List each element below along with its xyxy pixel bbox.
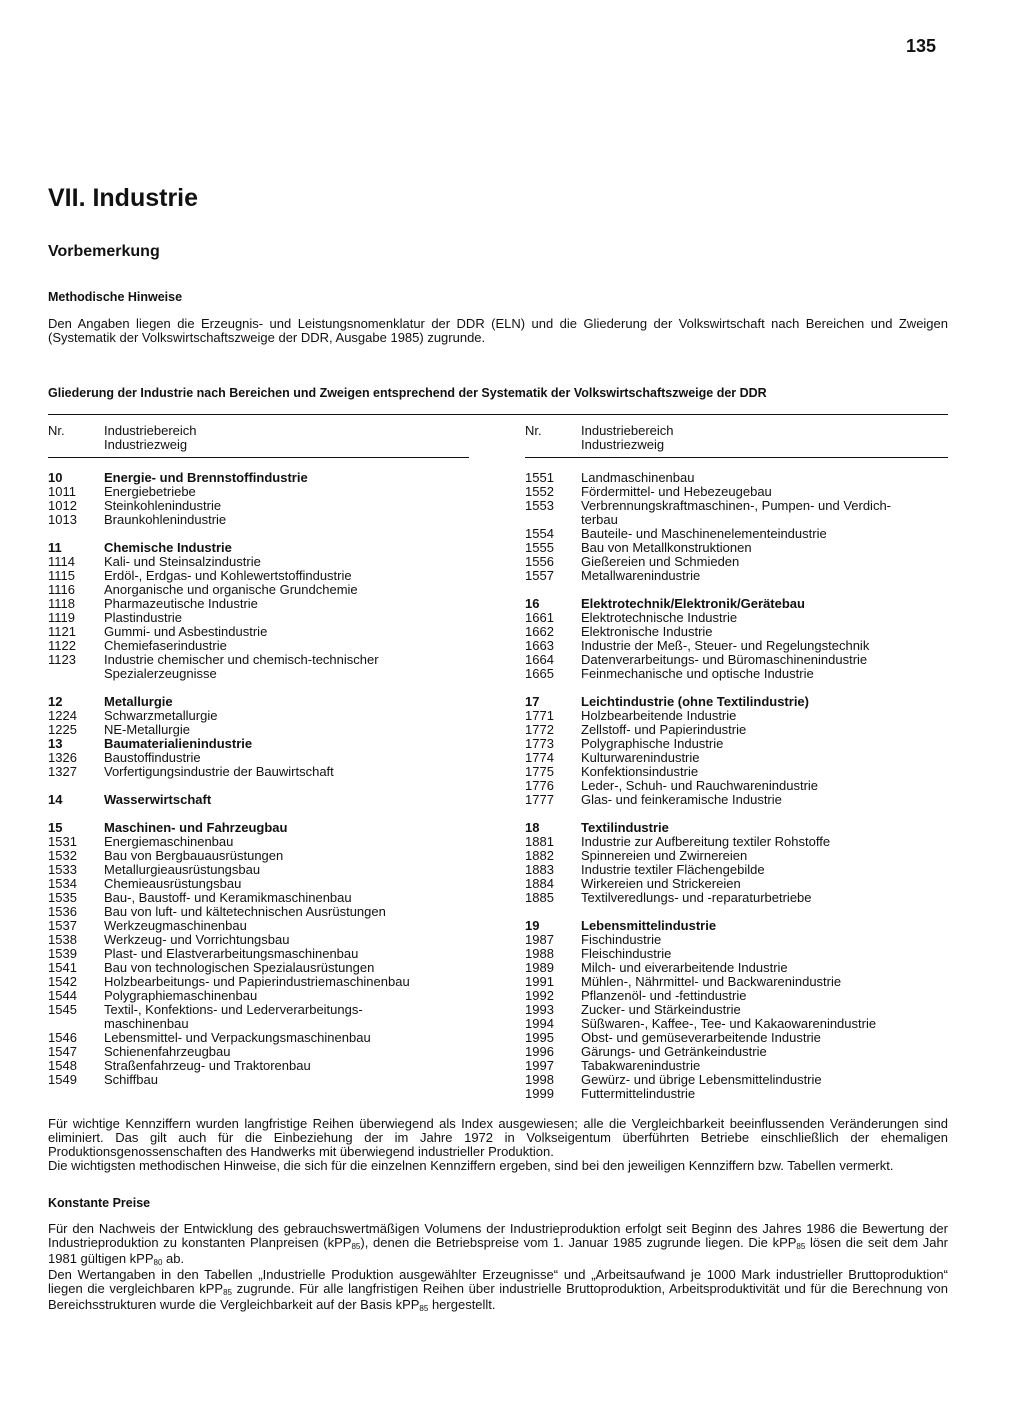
table-row: [525, 1073, 955, 1087]
row-number: 15: [48, 820, 63, 835]
header-nr: Nr.: [525, 423, 542, 438]
row-number: 1224: [48, 708, 77, 723]
row-number: 1549: [48, 1072, 77, 1087]
table-row: [48, 555, 478, 569]
table-row: [48, 695, 478, 709]
row-label: Plastindustrie: [104, 610, 183, 625]
row-number: 1538: [48, 932, 77, 947]
table-row: [525, 1031, 955, 1045]
table-row: [525, 849, 955, 863]
row-label: Chemiefaserindustrie: [104, 638, 227, 653]
table-row: [48, 639, 478, 653]
row-label: maschinenbau: [104, 1016, 189, 1031]
row-number: [525, 513, 581, 527]
row-label: Energiebetriebe: [104, 484, 196, 499]
row-label: Verbrennungskraftmaschinen-, Pumpen- und Verdich-: [581, 498, 892, 513]
table-row: [48, 1073, 478, 1087]
table-row: [525, 863, 955, 877]
row-label: Obst- und gemüseverarbeitende Industrie: [581, 1030, 821, 1045]
row-label: Chemische Industrie: [104, 540, 232, 555]
row-label: Feinmechanische und optische Industrie: [581, 666, 814, 681]
row-number: 1326: [48, 750, 77, 765]
row-number: [48, 667, 104, 681]
row-number: 1987: [525, 932, 554, 947]
row-label: Schiffbau: [104, 1072, 158, 1087]
table-row: [48, 905, 478, 919]
row-label: Anorganische und organische Grundchemie: [104, 582, 358, 597]
table-row: [48, 625, 478, 639]
row-label: Metallwarenindustrie: [581, 568, 701, 583]
row-label: Holzbearbeitungs- und Papierindustriemaschinenbau: [104, 974, 410, 989]
row-number: 16: [525, 596, 540, 611]
table-row: [525, 835, 955, 849]
row-number: 17: [525, 694, 540, 709]
table-row: [48, 611, 478, 625]
row-label: Spinnereien und Zwirnereien: [581, 848, 748, 863]
row-number: 12: [48, 694, 63, 709]
table-row: [525, 989, 955, 1003]
table-row: [525, 765, 955, 779]
row-number: 14: [48, 792, 63, 807]
row-label: Textil-, Konfektions- und Lederverarbeitungs-: [104, 1002, 363, 1017]
row-label: Vorfertigungsindustrie der Bauwirtschaft: [104, 764, 334, 779]
row-label: Textilveredlungs- und -reparaturbetriebe: [581, 890, 812, 905]
row-label: Datenverarbeitungs- und Büromaschinenindustrie: [581, 652, 868, 667]
table-row: [48, 793, 478, 807]
table-row: [525, 1003, 955, 1017]
table-row: [48, 1059, 478, 1073]
table-row: [48, 863, 478, 877]
row-label: Kulturwarenindustrie: [581, 750, 700, 765]
row-number: 1996: [525, 1044, 554, 1059]
row-number: 1539: [48, 946, 77, 961]
row-label: Polygraphiemaschinenbau: [104, 988, 258, 1003]
row-label: Gummi- und Asbestindustrie: [104, 624, 268, 639]
table-row: [525, 821, 955, 835]
row-label: Industrie chemischer und chemisch-technischer: [104, 652, 379, 667]
row-label: Erdöl-, Erdgas- und Kohlewertstoffindustrie: [104, 568, 352, 583]
row-label: Holzbearbeitende Industrie: [581, 708, 737, 723]
table-header-rule-right: [525, 457, 948, 458]
konstante-heading: Konstante Preise: [48, 1196, 151, 1210]
row-number: 1537: [48, 918, 77, 933]
row-label: Elektrotechnik/Elektronik/Gerätebau: [581, 596, 805, 611]
section-title: Vorbemerkung: [48, 243, 160, 260]
row-label: Polygraphische Industrie: [581, 736, 724, 751]
row-label: NE-Metallurgie: [104, 722, 190, 737]
row-number: 1012: [48, 498, 77, 513]
table-row: [48, 989, 478, 1003]
table-row: [525, 513, 955, 527]
after-table-paragraph-2: Die wichtigsten methodischen Hinweise, die sich für die einzelnen Kennziffern ergeben, sind bei den jeweiligen Kennziffern bzw. Tabellen vermerkt.: [48, 1158, 894, 1173]
row-label: Bau-, Baustoff- und Keramikmaschinenbau: [104, 890, 352, 905]
row-label: Pflanzenöl- und -fettindustrie: [581, 988, 747, 1003]
table-row: [48, 849, 478, 863]
header-zweig: Industriezweig: [104, 437, 188, 452]
table-row: [525, 471, 955, 485]
row-number: 1557: [525, 568, 554, 583]
row-number: 13: [48, 736, 63, 751]
row-label: Leichtindustrie (ohne Textilindustrie): [581, 694, 809, 709]
table-header-rule-left: [48, 457, 469, 458]
row-number: 1554: [525, 526, 554, 541]
row-label: Energie- und Brennstoffindustrie: [104, 470, 308, 485]
table-row: [48, 513, 478, 527]
row-number: 1774: [525, 750, 554, 765]
table-row: [525, 667, 955, 681]
row-label: Süßwaren-, Kaffee-, Tee- und Kakaowarenindustrie: [581, 1016, 877, 1031]
row-label: Zucker- und Stärkeindustrie: [581, 1002, 741, 1017]
row-number: 1989: [525, 960, 554, 975]
table-row: [48, 1031, 478, 1045]
table-row: [525, 625, 955, 639]
row-number: 1534: [48, 876, 77, 891]
table-row: [48, 583, 478, 597]
row-label: Baumaterialienindustrie: [104, 736, 253, 751]
table-row: [48, 933, 478, 947]
row-label: Braunkohlenindustrie: [104, 512, 227, 527]
row-label: Bau von technologischen Spezialausrüstungen: [104, 960, 375, 975]
row-number: 1116: [48, 582, 75, 597]
table-row: [48, 471, 478, 485]
table-row: [48, 541, 478, 555]
row-label: Plast- und Elastverarbeitungsmaschinenbau: [104, 946, 359, 961]
row-number: 1881: [525, 834, 554, 849]
methodische-heading: Methodische Hinweise: [48, 290, 183, 304]
row-label: Milch- und eiverarbeitende Industrie: [581, 960, 788, 975]
row-label: Fördermittel- und Hebezeugebau: [581, 484, 772, 499]
row-label: Steinkohlenindustrie: [104, 498, 222, 513]
row-number: 1121: [48, 624, 76, 639]
row-label: Wirkereien und Strickereien: [581, 876, 741, 891]
row-number: 1114: [48, 554, 75, 569]
table-top-rule: [48, 414, 948, 415]
table-row: [48, 877, 478, 891]
row-number: 1013: [48, 512, 77, 527]
table-header-left: [48, 424, 459, 452]
table-row: [525, 1017, 955, 1031]
table-row: [48, 835, 478, 849]
row-label: Metallurgieausrüstungsbau: [104, 862, 261, 877]
row-number: 1547: [48, 1044, 77, 1059]
table-row: [48, 1045, 478, 1059]
row-number: 1998: [525, 1072, 554, 1087]
table-row: [525, 597, 955, 611]
row-label: Landmaschinenbau: [581, 470, 695, 485]
row-number: 1991: [525, 974, 554, 989]
row-label: Bauteile- und Maschinenelementeindustrie: [581, 526, 827, 541]
table-row: [48, 1017, 478, 1031]
row-label: Industrie textiler Flächengebilde: [581, 862, 765, 877]
row-number: 1556: [525, 554, 554, 569]
table-row: [48, 737, 478, 751]
row-number: 1993: [525, 1002, 554, 1017]
row-number: 1225: [48, 722, 77, 737]
chapter-title: VII. Industrie: [48, 184, 199, 212]
row-number: 1884: [525, 876, 554, 891]
after-table-paragraph-1: Für wichtige Kennziffern wurden langfristige Reihen überwiegend als Index ausgewiesen; alle die Vergleichbarkeit beeinflussenden Veränderungen sind eliminiert. Das gilt auch für die Einbeziehung der im Jahre 1972 in Volkseigentum überführten Betriebe einschließlich der ehemaligen Produktionsgenossenschaften des Handwerks mit überwiegend industrieller Produktion.: [48, 1116, 948, 1159]
row-number: 1548: [48, 1058, 77, 1073]
row-label: Werkzeug- und Vorrichtungsbau: [104, 932, 290, 947]
row-number: 1531: [48, 834, 77, 849]
row-label: Futtermittelindustrie: [581, 1086, 696, 1101]
row-label: Maschinen- und Fahrzeugbau: [104, 820, 288, 835]
row-number: 1882: [525, 848, 554, 863]
row-number: 1532: [48, 848, 77, 863]
table-row: [48, 891, 478, 905]
row-number: 1553: [525, 498, 554, 513]
row-label: Kali- und Steinsalzindustrie: [104, 554, 261, 569]
row-label: Glas- und feinkeramische Industrie: [581, 792, 782, 807]
row-label: Schienenfahrzeugbau: [104, 1044, 231, 1059]
row-label: terbau: [581, 512, 618, 527]
table-row: [48, 1003, 478, 1017]
row-label: Mühlen-, Nährmittel- und Backwarenindustrie: [581, 974, 842, 989]
row-label: Gärungs- und Getränkeindustrie: [581, 1044, 767, 1059]
methodische-text: [48, 317, 948, 345]
row-number: 1118: [48, 596, 75, 611]
row-number: [48, 1017, 104, 1031]
row-number: 1535: [48, 890, 77, 905]
row-label: Lebensmittelindustrie: [581, 918, 717, 933]
row-number: 1665: [525, 666, 554, 681]
row-number: 1661: [525, 610, 554, 625]
table-row: [48, 485, 478, 499]
table-left-column: [48, 471, 478, 1087]
konstante-text: [48, 1222, 948, 1314]
row-label: Energiemaschinenbau: [104, 834, 234, 849]
row-label: Spezialerzeugnisse: [104, 666, 217, 681]
header-zweig: Industriezweig: [581, 437, 665, 452]
row-label: Tabakwarenindustrie: [581, 1058, 701, 1073]
table-row: [525, 709, 955, 723]
table-row: [525, 639, 955, 653]
table-row: [525, 695, 955, 709]
table-row: [525, 541, 955, 555]
table-row: [48, 653, 478, 667]
row-number: 1885: [525, 890, 554, 905]
row-label: Industrie zur Aufbereitung textiler Rohstoffe: [581, 834, 831, 849]
row-label: Industrie der Meß-, Steuer- und Regelungstechnik: [581, 638, 870, 653]
table-row: [525, 891, 955, 905]
row-label: Zellstoff- und Papierindustrie: [581, 722, 747, 737]
row-label: Fleischindustrie: [581, 946, 672, 961]
row-label: Wasserwirtschaft: [104, 792, 212, 807]
table-row: [525, 737, 955, 751]
row-label: Chemieausrüstungsbau: [104, 876, 242, 891]
row-number: 1772: [525, 722, 554, 737]
row-number: 1883: [525, 862, 554, 877]
header-bereich: Industriebereich: [104, 423, 197, 438]
table-row: [48, 961, 478, 975]
row-number: 1777: [525, 792, 554, 807]
row-number: 1533: [48, 862, 77, 877]
table-right-column: [525, 471, 955, 1101]
table-header-right: [525, 424, 936, 452]
table-row: [525, 961, 955, 975]
table-row: [525, 569, 955, 583]
table-row: [525, 1045, 955, 1059]
row-label: Fischindustrie: [581, 932, 662, 947]
table-row: [48, 751, 478, 765]
table-title: Gliederung der Industrie nach Bereichen und Zweigen entsprechend der Systematik der Volkswirtschaftszweige der DDR: [48, 386, 767, 400]
row-number: 1773: [525, 736, 554, 751]
row-label: Metallurgie: [104, 694, 173, 709]
row-label: Konfektionsindustrie: [581, 764, 699, 779]
row-label: Gießereien und Schmieden: [581, 554, 740, 569]
table-row: [525, 793, 955, 807]
table-row: [525, 947, 955, 961]
konstante-paragraph-2: Den Wertangaben in den Tabellen „Industrielle Produktion ausgewählter Erzeugnisse“ und „Arbeitsaufwand je 1000 Mark industrieller Bruttoproduktion“ liegen die vergleichbaren kPP$_{85}$ zugrunde. Für alle langfristigen Reihen über industrielle Bruttoproduktion, Arbeitsproduktivität und für die Berechnung von Bereichsstrukturen wurde die Vergleichbarkeit auf der Basis kPP$_{85}$ hergestellt.: [48, 1267, 949, 1313]
table-row: [525, 1059, 955, 1073]
row-label: Straßenfahrzeug- und Traktorenbau: [104, 1058, 311, 1073]
konstante-paragraph-1: Für den Nachweis der Entwicklung des gebrauchswertmäßigen Volumens der Industrieproduktion erfolgt seit Beginn des Jahres 1986 die Bewertung der Industrieproduktion zu konstanten Planpreisen (kPP$_{85}$), denen die Betriebspreise vom 1. Januar 1985 zugrunde liegen. Die kPP$_{85}$ lösen die seit dem Jahr 1981 gültigen kPP$_{80}$ ab.: [48, 1221, 948, 1267]
row-number: 1992: [525, 988, 554, 1003]
table-row: [525, 779, 955, 793]
row-label: Leder-, Schuh- und Rauchwarenindustrie: [581, 778, 819, 793]
row-number: 1536: [48, 904, 77, 919]
table-row: [525, 919, 955, 933]
table-row: [48, 597, 478, 611]
row-number: 1988: [525, 946, 554, 961]
row-number: 1664: [525, 652, 554, 667]
table-row: [525, 527, 955, 541]
row-label: Pharmazeutische Industrie: [104, 596, 258, 611]
row-number: 1122: [48, 638, 76, 653]
row-number: 1119: [48, 610, 75, 625]
table-row: [48, 919, 478, 933]
table-row: [48, 765, 478, 779]
row-label: Lebensmittel- und Verpackungsmaschinenbau: [104, 1030, 371, 1045]
row-label: Baustoffindustrie: [104, 750, 201, 765]
table-row: [525, 611, 955, 625]
row-label: Bau von Metallkonstruktionen: [581, 540, 752, 555]
row-number: 1999: [525, 1086, 554, 1101]
table-row: [525, 485, 955, 499]
row-number: 1542: [48, 974, 77, 989]
header-nr: Nr.: [48, 423, 65, 438]
row-label: Gewürz- und übrige Lebensmittelindustrie: [581, 1072, 822, 1087]
row-number: 18: [525, 820, 540, 835]
table-row: [525, 653, 955, 667]
row-number: 1552: [525, 484, 554, 499]
row-number: 1995: [525, 1030, 554, 1045]
table-row: [525, 555, 955, 569]
table-row: [48, 569, 478, 583]
row-label: Elektrotechnische Industrie: [581, 610, 738, 625]
row-number: 1663: [525, 638, 554, 653]
row-number: 1011: [48, 484, 76, 499]
table-row: [48, 667, 478, 681]
page-number: 135: [906, 36, 937, 56]
table-row: [48, 723, 478, 737]
row-number: 10: [48, 470, 63, 485]
row-label: Bau von luft- und kältetechnischen Ausrüstungen: [104, 904, 386, 919]
table-row: [48, 975, 478, 989]
table-row: [525, 877, 955, 891]
table-row: [48, 499, 478, 513]
table-row: [48, 709, 478, 723]
row-number: 1546: [48, 1030, 77, 1045]
table-row: [48, 821, 478, 835]
row-label: Bau von Bergbauausrüstungen: [104, 848, 284, 863]
table-row: [525, 1087, 955, 1101]
row-number: 1997: [525, 1058, 554, 1073]
row-number: 1775: [525, 764, 554, 779]
row-number: 1327: [48, 764, 77, 779]
table-row: [525, 723, 955, 737]
row-number: 1994: [525, 1016, 554, 1031]
row-number: 11: [48, 540, 62, 555]
row-number: 19: [525, 918, 540, 933]
table-row: [525, 933, 955, 947]
row-label: Schwarzmetallurgie: [104, 708, 218, 723]
row-number: 1544: [48, 988, 77, 1003]
row-number: 1541: [48, 960, 77, 975]
row-number: 1115: [48, 568, 75, 583]
row-number: 1551: [525, 470, 554, 485]
row-label: Textilindustrie: [581, 820, 669, 835]
methodische-paragraph: Den Angaben liegen die Erzeugnis- und Leistungsnomenklatur der DDR (ELN) und die Gliederung der Volkswirtschaft nach Bereichen und Zweigen (Systematik der Volkswirtschaftszweige der DDR, Ausgabe 1985) zugrunde.: [48, 316, 948, 345]
row-label: Werkzeugmaschinenbau: [104, 918, 247, 933]
row-number: 1123: [48, 652, 76, 667]
table-row: [48, 947, 478, 961]
row-number: 1555: [525, 540, 554, 555]
table-row: [525, 975, 955, 989]
row-label: Elektronische Industrie: [581, 624, 713, 639]
row-number: 1771: [525, 708, 554, 723]
row-number: 1662: [525, 624, 554, 639]
row-number: 1545: [48, 1002, 77, 1017]
after-table-text: [48, 1117, 948, 1173]
row-number: 1776: [525, 778, 554, 793]
table-row: [525, 499, 955, 513]
table-row: [525, 751, 955, 765]
header-bereich: Industriebereich: [581, 423, 674, 438]
